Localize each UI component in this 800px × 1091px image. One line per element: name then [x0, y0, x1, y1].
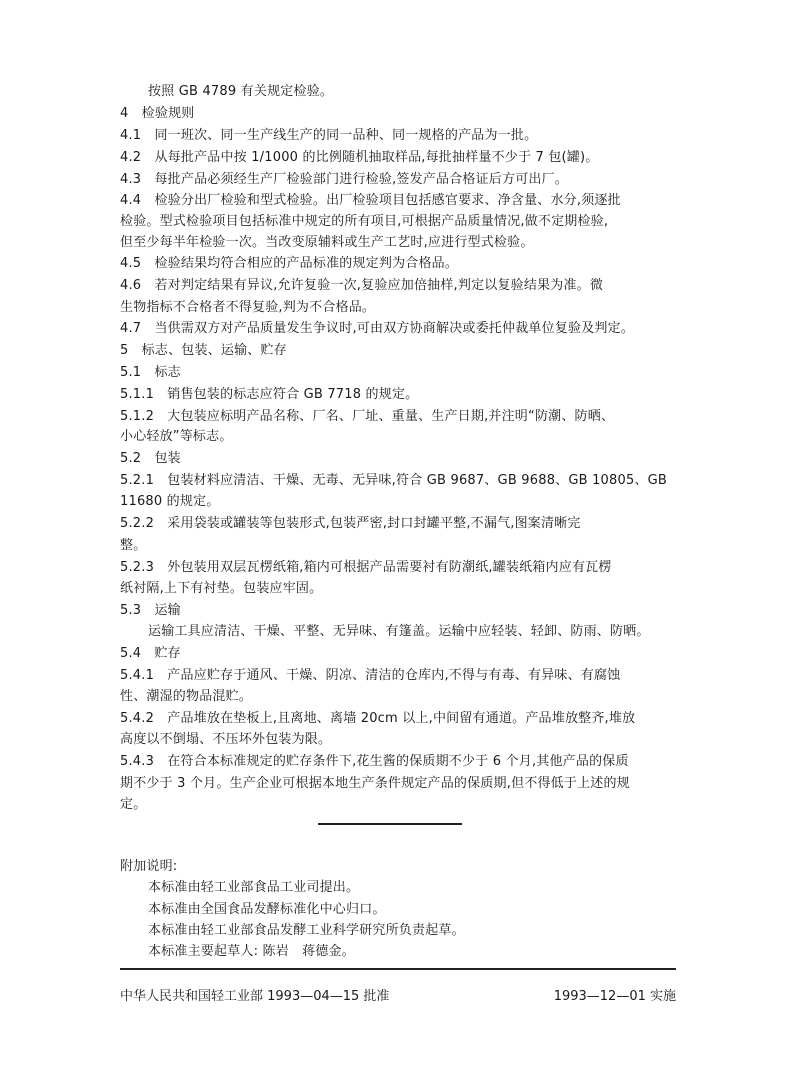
subsection-heading: 5.2 包装 — [120, 451, 181, 466]
body-line: 5.1.1 销售包装的标志应符合 GB 7718 的规定。 — [120, 387, 419, 402]
body-line: 4.7 当供需双方对产品质量发生争议时,可由双方协商解决或委托仲裁单位复验及判定。 — [120, 321, 635, 336]
body-line: 纸衬隔,上下有衬垫。包装应牢固。 — [120, 581, 323, 596]
appendix-heading: 附加说明: — [120, 859, 178, 874]
body-line: 运输工具应清洁、干燥、平整、无异味、有篷盖。运输中应轻装、轻卸、防雨、防晒。 — [148, 624, 650, 639]
subsection-heading: 5.3 运输 — [120, 603, 181, 618]
body-line: 4.1 同一班次、同一生产线生产的同一品种、同一规格的产品为一批。 — [120, 128, 538, 143]
body-line: 整。 — [120, 538, 147, 553]
body-line: 5.4.2 产品堆放在垫板上,且离地、离墙 20cm 以上,中间留有通道。产品堆放整齐,堆放 — [120, 711, 636, 726]
section-heading: 4 检验规则 — [120, 106, 195, 121]
body-line: 4.5 检验结果均符合相应的产品标准的规定判为合格品。 — [120, 256, 459, 271]
appendix-line: 本标准由轻工业部食品发酵工业科学研究所负责起草。 — [148, 923, 465, 938]
body-line: 4.2 从每批产品中按 1/1000 的比例随机抽取样品,每批抽样量不少于 7 包(罐)。 — [120, 150, 599, 165]
body-line: 5.2.1 包装材料应清洁、干燥、无毒、无异味,符合 GB 9687、GB 9688、GB 10805、GB — [120, 473, 668, 488]
body-line: 4.3 每批产品必须经生产厂检验部门进行检验,签发产品合格证后方可出厂。 — [120, 172, 569, 187]
body-line: 4.6 若对判定结果有异议,允许复验一次,复验应加倍抽样,判定以复验结果为准。微 — [120, 278, 604, 293]
body-line: 5.2.3 外包装用双层瓦楞纸箱,箱内可根据产品需要衬有防潮纸,罐装纸箱内应有瓦楞 — [120, 560, 612, 575]
body-line: 小心轻放”等标志。 — [120, 429, 233, 444]
body-line: 按照 GB 4789 有关规定检验。 — [148, 84, 334, 99]
body-line: 期不少于 3 个月。生产企业可根据本地生产条件规定产品的保质期,但不得低于上述的规 — [120, 776, 630, 791]
appendix-line: 本标准由轻工业部食品工业司提出。 — [148, 880, 360, 895]
body-line: 5.2.2 采用袋装或罐装等包装形式,包装严密,封口封罐平整,不漏气,图案清晰完 — [120, 516, 581, 531]
body-line: 定。 — [120, 797, 147, 812]
footer-rule — [120, 968, 676, 970]
body-line: 检验。型式检验项目包括标准中规定的所有项目,可根据产品质量情况,做不定期检验, — [120, 214, 609, 229]
body-line: 4.4 检验分出厂检验和型式检验。出厂检验项目包括感官要求、净含量、水分,须逐批 — [120, 193, 621, 208]
body-line: 5.1.2 大包装应标明产品名称、厂名、厂址、重量、生产日期,并注明“防潮、防晒、 — [120, 409, 615, 424]
body-line: 5.4.3 在符合本标准规定的贮存条件下,花生酱的保质期不少于 6 个月,其他产品的保质 — [120, 754, 629, 769]
body-line: 性、潮湿的物品混贮。 — [120, 689, 253, 704]
subsection-heading: 5.1 标志 — [120, 365, 181, 380]
end-of-text-rule — [318, 823, 462, 825]
body-line: 但至少每半年检验一次。当改变原辅料或生产工艺时,应进行型式检验。 — [120, 235, 534, 250]
approval-date: 中华人民共和国轻工业部 1993—04—15 批准 — [120, 989, 390, 1004]
appendix-line: 本标准主要起草人: 陈岩 蒋德金。 — [148, 944, 355, 959]
subsection-heading: 5.4 贮存 — [120, 646, 181, 661]
section-heading: 5 标志、包装、运输、贮存 — [120, 343, 287, 358]
body-line: 生物指标不合格者不得复验,判为不合格品。 — [120, 300, 376, 315]
body-line: 5.4.1 产品应贮存于通风、干燥、阴凉、清洁的仓库内,不得与有毒、有异味、有腐蚀 — [120, 668, 621, 683]
body-line: 11680 的规定。 — [120, 494, 220, 509]
appendix-line: 本标准由全国食品发酵标准化中心归口。 — [148, 902, 386, 917]
body-line: 高度以不倒塌、不压坏外包装为限。 — [120, 732, 332, 747]
implementation-date: 1993—12—01 实施 — [553, 989, 676, 1004]
